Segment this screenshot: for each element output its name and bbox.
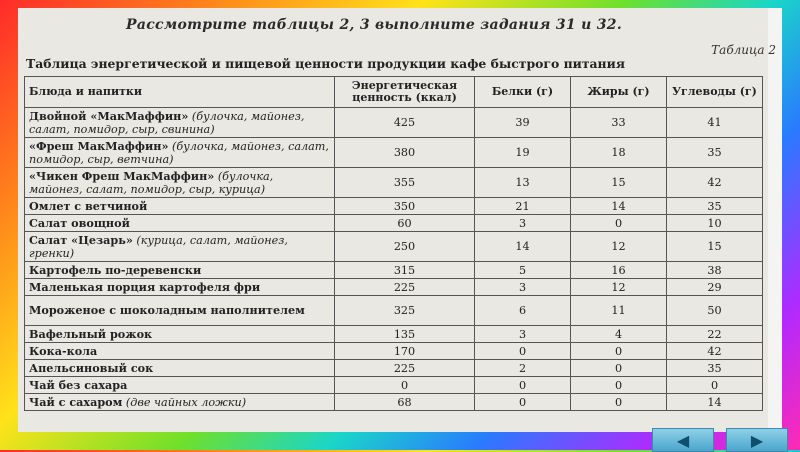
table-row: [25, 108, 763, 138]
carbs-cell: 38: [667, 262, 763, 279]
dish-cell: [25, 198, 335, 215]
dish-name: Маленькая порция картофеля фри: [29, 279, 261, 294]
fat-cell: 18: [571, 138, 667, 168]
dish-name: Двойной «МакМаффин»: [29, 108, 189, 123]
carbs-cell: 42: [667, 168, 763, 198]
dish-name: «Чикен Фреш МакМаффин»: [29, 168, 215, 183]
kcal-cell: 170: [335, 343, 475, 360]
dish-description: (курица, салат, майонез, гренки): [29, 233, 288, 260]
kcal-cell: 135: [335, 326, 475, 343]
dish-description: (две чайных ложки): [122, 395, 247, 409]
protein-cell: 6: [475, 296, 571, 326]
task-heading: Рассмотрите таблицы 2, 3 выполните задания 31 и 32.: [126, 17, 623, 33]
dish-name: Мороженое с шоколадным наполнителем: [29, 303, 305, 317]
kcal-cell: 60: [335, 215, 475, 232]
carbs-cell: 50: [667, 296, 763, 326]
protein-cell: 19: [475, 138, 571, 168]
protein-cell: 5: [475, 262, 571, 279]
fat-cell: 12: [571, 279, 667, 296]
table-header-row: [25, 77, 763, 108]
nutrition-table: [24, 76, 763, 411]
dish-cell: [25, 326, 335, 343]
arrow-right-icon: ▶: [750, 430, 764, 450]
dish-description: (булочка, майонез, салат, помидор, сыр, ветчина): [29, 139, 329, 166]
kcal-cell: 350: [335, 198, 475, 215]
kcal-cell: 68: [335, 394, 475, 411]
fat-cell: 0: [571, 343, 667, 360]
protein-cell: 3: [475, 279, 571, 296]
arrow-left-icon: ◀: [676, 430, 690, 450]
fat-cell: 12: [571, 232, 667, 262]
kcal-cell: 0: [335, 377, 475, 394]
table-row: [25, 279, 763, 296]
table-row: [25, 138, 763, 168]
carbs-cell: 35: [667, 360, 763, 377]
table-row: [25, 360, 763, 377]
fat-cell: 0: [571, 377, 667, 394]
scanned-page: [18, 8, 776, 432]
dish-description: (булочка, майонез, салат, помидор, сыр, свинина): [29, 109, 305, 136]
kcal-cell: 355: [335, 168, 475, 198]
fat-cell: 14: [571, 198, 667, 215]
dish-cell: [25, 262, 335, 279]
dish-name: Апельсиновый сок: [29, 360, 154, 375]
fat-cell: 16: [571, 262, 667, 279]
column-header-protein: Белки (г): [475, 77, 571, 108]
dish-cell: [25, 296, 335, 326]
fat-cell: 33: [571, 108, 667, 138]
carbs-cell: 0: [667, 377, 763, 394]
protein-cell: 0: [475, 343, 571, 360]
protein-cell: 3: [475, 326, 571, 343]
fat-cell: 11: [571, 296, 667, 326]
carbs-cell: 35: [667, 198, 763, 215]
fat-cell: 0: [571, 394, 667, 411]
carbs-cell: 42: [667, 343, 763, 360]
dish-name: Вафельный рожок: [29, 326, 153, 341]
protein-cell: 0: [475, 394, 571, 411]
carbs-cell: 15: [667, 232, 763, 262]
fat-cell: 15: [571, 168, 667, 198]
table-row: [25, 215, 763, 232]
kcal-cell: 250: [335, 232, 475, 262]
carbs-cell: 41: [667, 108, 763, 138]
dish-name: Картофель по-деревенски: [29, 262, 202, 277]
dish-cell: [25, 279, 335, 296]
table-row: [25, 232, 763, 262]
dish-name: Кока-кола: [29, 343, 98, 358]
fat-cell: 0: [571, 215, 667, 232]
carbs-cell: 35: [667, 138, 763, 168]
dish-name: «Фреш МакМаффин»: [29, 138, 169, 153]
column-header-carbs: Углеводы (г): [667, 77, 763, 108]
kcal-cell: 225: [335, 279, 475, 296]
table-label: Таблица 2: [711, 43, 776, 57]
protein-cell: 39: [475, 108, 571, 138]
carbs-cell: 29: [667, 279, 763, 296]
column-header-kcal: Энергетическая ценность (ккал): [335, 77, 475, 108]
dish-name: Чай с сахаром: [29, 394, 123, 409]
table-row: [25, 394, 763, 411]
dish-cell: [25, 343, 335, 360]
dish-cell: [25, 168, 335, 198]
slide-frame: [18, 8, 782, 432]
protein-cell: 2: [475, 360, 571, 377]
dish-cell: [25, 377, 335, 394]
table-row: [25, 343, 763, 360]
table-title: Таблица энергетической и пищевой ценности продукции кафе быстрого питания: [26, 56, 625, 71]
kcal-cell: 325: [335, 296, 475, 326]
table-row: [25, 377, 763, 394]
carbs-cell: 14: [667, 394, 763, 411]
carbs-cell: 10: [667, 215, 763, 232]
kcal-cell: 380: [335, 138, 475, 168]
dish-name: Салат овощной: [29, 215, 130, 230]
fat-cell: 0: [571, 360, 667, 377]
table-row: [25, 296, 763, 326]
dish-name: Чай без сахара: [29, 377, 128, 392]
fat-cell: 4: [571, 326, 667, 343]
previous-slide-button[interactable]: [652, 428, 714, 452]
dish-cell: [25, 360, 335, 377]
protein-cell: 3: [475, 215, 571, 232]
kcal-cell: 225: [335, 360, 475, 377]
dish-cell: [25, 108, 335, 138]
dish-cell: [25, 232, 335, 262]
protein-cell: 14: [475, 232, 571, 262]
kcal-cell: 315: [335, 262, 475, 279]
table-row: [25, 168, 763, 198]
next-slide-button[interactable]: [726, 428, 788, 452]
table-row: [25, 198, 763, 215]
protein-cell: 0: [475, 377, 571, 394]
column-header-fat: Жиры (г): [571, 77, 667, 108]
dish-cell: [25, 215, 335, 232]
kcal-cell: 425: [335, 108, 475, 138]
table-row: [25, 326, 763, 343]
dish-cell: [25, 138, 335, 168]
dish-name: Омлет с ветчиной: [29, 198, 148, 213]
protein-cell: 13: [475, 168, 571, 198]
dish-name: Салат «Цезарь»: [29, 232, 133, 247]
column-header-dish: Блюда и напитки: [25, 77, 335, 108]
table-row: [25, 262, 763, 279]
protein-cell: 21: [475, 198, 571, 215]
dish-cell: [25, 394, 335, 411]
dish-description: (булочка, майонез, салат, помидор, сыр, курица): [29, 169, 274, 196]
carbs-cell: 22: [667, 326, 763, 343]
